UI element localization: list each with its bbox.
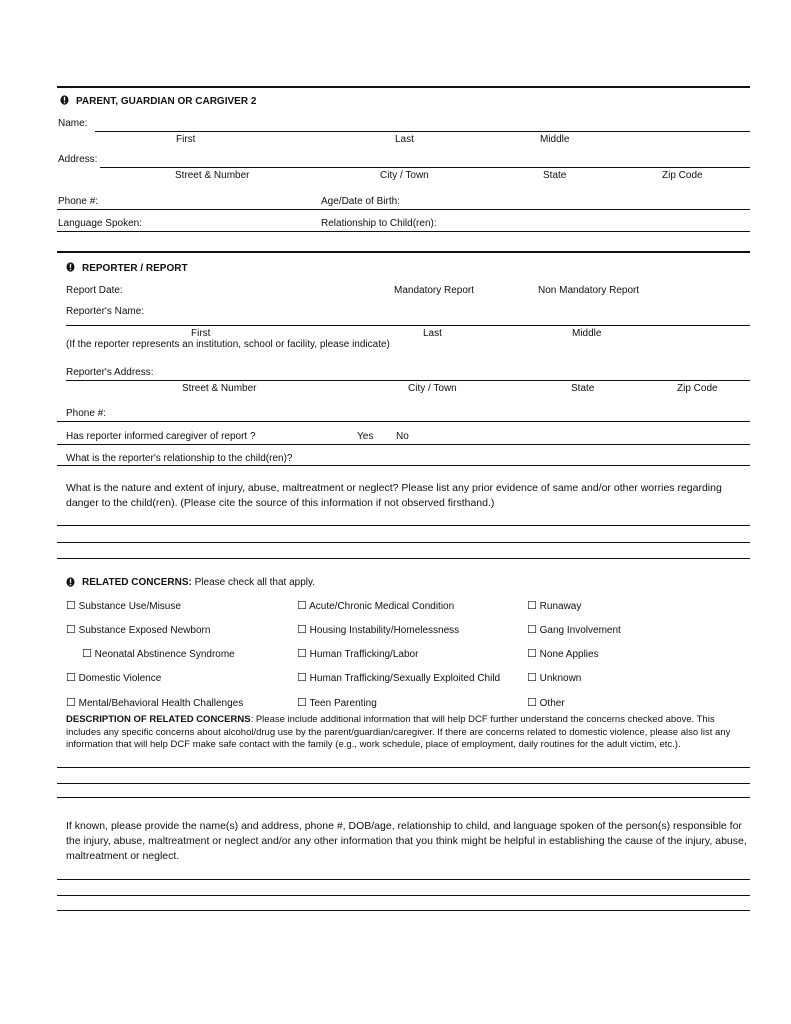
name-line[interactable] [95,131,750,132]
concern-unknown[interactable]: ☐ Unknown [527,672,582,684]
reporter-relationship-label: What is the reporter's relationship to the child(ren)? [66,453,293,464]
language-label: Language Spoken: [58,218,142,229]
reporter-phone-line[interactable] [57,421,750,422]
concern-none-applies[interactable]: ☐ None Applies [527,648,599,660]
description-heading: DESCRIPTION OF RELATED CONCERNS [66,714,251,725]
relationship-label: Relationship to Child(ren): [321,218,437,229]
checkbox-icon[interactable]: ☐ [66,672,76,684]
reporter-relationship-line[interactable] [57,465,750,466]
concern-medical-condition[interactable]: ☐ Acute/Chronic Medical Condition [297,600,455,612]
phone-line[interactable] [57,209,750,210]
name-label: Name: [58,118,88,129]
checkbox-icon[interactable]: ☐ [66,624,76,636]
address-street-caption: Street & Number [175,170,250,181]
address-state-caption: State [543,170,567,181]
nature-answer-line-1[interactable] [57,525,750,526]
informed-line [57,444,750,445]
concern-neonatal-abstinence[interactable]: ☐ Neonatal Abstinence Syndrome [82,648,235,660]
checkbox-icon[interactable]: ☐ [527,600,537,612]
address-zip-caption: Zip Code [662,170,703,181]
reporter-name-label: Reporter's Name: [66,306,145,317]
info-icon [66,577,75,587]
description-answer-line-3[interactable] [57,797,750,798]
nature-question: What is the nature and extent of injury, abuse, maltreatment or neglect? Please list any prior evidence of same and/or other worries regarding danger to the child(ren). (Please cite the source of this information if not observed firsthand.) [66,482,722,509]
section3-title: RELATED CONCERNS: [82,577,192,588]
description-text: : Please include additional information that will help DCF further understand the concerns checked above. This includes any specific concerns about alcohol/drug use by the parent/guardian/caregiver. If there are concerns related to domestic violence, please also list any information that will help DCF make safe contact with the family (e.g., work schedule, place of employment, daily routines for the adult victim, etc.). [66,714,731,750]
reporter-first-caption: First [191,328,211,339]
responsible-answer-line-1[interactable] [57,879,750,880]
checkbox-icon[interactable]: ☐ [66,697,76,709]
reporter-address-line[interactable] [66,380,750,381]
related-concerns-description [66,714,746,752]
address-label: Address: [58,154,98,165]
concern-other[interactable]: ☐ Other [527,697,565,709]
concern-housing-instability[interactable]: ☐ Housing Instability/Homelessness [297,624,460,636]
checkbox-icon[interactable]: ☐ [297,672,307,684]
mandatory-report-option[interactable]: Mandatory Report [394,285,475,296]
nature-answer-line-2[interactable] [57,542,750,543]
concern-substance-use[interactable]: ☐ Substance Use/Misuse [66,600,181,612]
nature-answer-line-3[interactable] [57,558,750,559]
report-date-label: Report Date: [66,285,123,296]
responsible-answer-line-2[interactable] [57,895,750,896]
language-line[interactable] [57,231,750,232]
institution-note: (If the reporter represents an institution, school or facility, please indicate) [66,339,390,350]
reporter-address-label: Reporter's Address: [66,367,154,378]
checkbox-icon[interactable]: ☐ [297,697,307,709]
section2-title: REPORTER / REPORT [82,263,188,274]
checkbox-icon[interactable]: ☐ [527,624,537,636]
concern-mental-health[interactable]: ☐ Mental/Behavioral Health Challenges [66,697,244,709]
age-label: Age/Date of Birth: [321,196,400,207]
section2-top-rule [57,251,750,253]
concern-trafficking-labor[interactable]: ☐ Human Trafficking/Labor [297,648,419,660]
checkbox-icon[interactable]: ☐ [527,672,537,684]
informed-no-option[interactable]: No [396,431,409,442]
section1-title: PARENT, GUARDIAN OR CARGIVER 2 [76,96,257,107]
checkbox-icon[interactable]: ☐ [527,648,537,660]
checkbox-icon[interactable]: ☐ [297,648,307,660]
name-middle-caption: Middle [540,134,570,145]
checkbox-icon[interactable]: ☐ [297,600,307,612]
reporter-phone-label: Phone #: [66,408,107,419]
checkbox-icon[interactable]: ☐ [66,600,76,612]
section3-instruction: Please check all that apply. [194,577,316,588]
concern-gang-involvement[interactable]: ☐ Gang Involvement [527,624,621,636]
informed-yes-option[interactable]: Yes [357,431,374,442]
responsible-person-question: If known, please provide the name(s) and address, phone #, DOB/age, relationship to child, and language spoken of the person(s) responsible for the injury, abuse, maltreatment or neglect and/or any other information that you think might be helpful in establishing the cause of the injury, abuse, maltreatment or neglect. [66,820,747,862]
reporter-name-line[interactable] [66,325,750,326]
reporter-middle-caption: Middle [572,328,602,339]
responsible-answer-line-3[interactable] [57,910,750,911]
info-icon [66,262,75,272]
checkbox-icon[interactable]: ☐ [297,624,307,636]
name-last-caption: Last [395,134,414,145]
section3-header [82,577,315,588]
non-mandatory-report-option[interactable]: Non Mandatory Report [538,285,640,296]
description-answer-line-1[interactable] [57,767,750,768]
concern-trafficking-sexual[interactable]: ☐ Human Trafficking/Sexually Exploited Child [297,672,501,684]
concern-substance-exposed-newborn[interactable]: ☐ Substance Exposed Newborn [66,624,211,636]
concern-teen-parenting[interactable]: ☐ Teen Parenting [297,697,377,709]
checkbox-icon[interactable]: ☐ [82,648,92,660]
concern-runaway[interactable]: ☐ Runaway [527,600,582,612]
phone-label: Phone #: [58,196,99,207]
section1-top-rule [57,86,750,88]
address-city-caption: City / Town [380,170,429,181]
concern-domestic-violence[interactable]: ☐ Domestic Violence [66,672,162,684]
checkbox-icon[interactable]: ☐ [527,697,537,709]
description-answer-line-2[interactable] [57,783,750,784]
informed-label: Has reporter informed caregiver of report ? [66,431,256,442]
reporter-city-caption: City / Town [408,383,457,394]
reporter-zip-caption: Zip Code [677,383,718,394]
info-icon [60,95,69,105]
reporter-state-caption: State [571,383,595,394]
name-first-caption: First [176,134,196,145]
reporter-street-caption: Street & Number [182,383,257,394]
address-line[interactable] [100,167,750,168]
reporter-last-caption: Last [423,328,442,339]
